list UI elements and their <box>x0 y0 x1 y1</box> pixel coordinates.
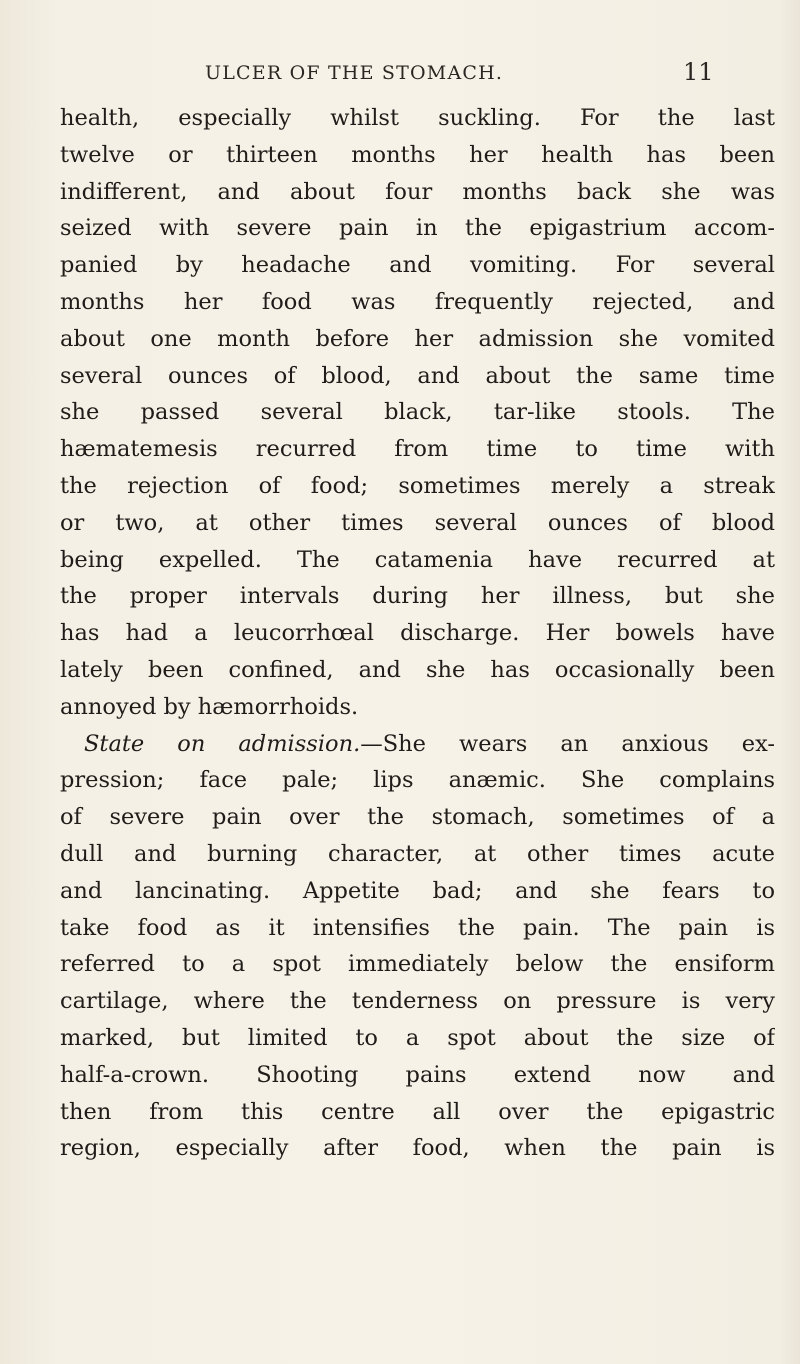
section-first-line-text: —She wears an anxious ex- <box>360 730 775 757</box>
text-line: then from this centre all over the epigastric <box>60 1098 775 1125</box>
text-line: twelve or thirteen months her health has been <box>60 141 775 168</box>
text-line: marked, but limited to a spot about the size of <box>60 1024 775 1051</box>
page-header <box>0 58 800 92</box>
text-line: hæmatemesis recurred from time to time with <box>60 436 775 463</box>
text-line: has had a leucorrhœal discharge. Her bowels have <box>60 620 775 647</box>
text-line: half-a-crown. Shooting pains extend now and <box>60 1061 775 1088</box>
section-heading: State on admission. <box>84 730 361 757</box>
section-first-line <box>60 726 775 763</box>
text-line: several ounces of blood, and about the same time <box>60 362 775 389</box>
text-line: the proper intervals during her illness, but she <box>60 583 775 610</box>
text-line: dull and burning character, at other times acute <box>60 840 775 867</box>
text-line: take food as it intensifies the pain. The pain is <box>60 914 775 941</box>
text-line: panied by headache and vomiting. For several <box>60 252 775 279</box>
text-line: health, especially whilst suckling. For the last <box>60 105 775 131</box>
text-line: the rejection of food; sometimes merely a streak <box>60 472 775 499</box>
text-line: she passed several black, tar-like stools. The <box>60 399 775 426</box>
running-head: ULCER OF THE STOMACH. <box>205 62 504 84</box>
text-line: annoyed by hæmorrhoids. <box>60 693 359 720</box>
text-line: cartilage, where the tenderness on pressure is very <box>60 988 775 1015</box>
text-line: about one month before her admission she vomited <box>60 325 775 352</box>
text-line: indifferent, and about four months back she was <box>60 178 775 205</box>
text-line: pression; face pale; lips anæmic. She complains <box>60 767 775 794</box>
text-line: being expelled. The catamenia have recurred at <box>60 546 775 573</box>
text-line: lately been confined, and she has occasionally been <box>60 656 775 683</box>
text-line: seized with severe pain in the epigastrium accom- <box>60 215 775 242</box>
text-line: of severe pain over the stomach, sometimes of a <box>60 804 775 831</box>
text-line: referred to a spot immediately below the ensiform <box>60 951 775 978</box>
text-line: and lancinating. Appetite bad; and she fears to <box>60 877 775 904</box>
text-line: months her food was frequently rejected, and <box>60 288 775 315</box>
text-line: region, especially after food, when the pain is <box>60 1135 775 1162</box>
body-text <box>60 100 775 1167</box>
text-line: or two, at other times several ounces of blood <box>60 509 775 536</box>
page-number: 11 <box>683 58 714 86</box>
